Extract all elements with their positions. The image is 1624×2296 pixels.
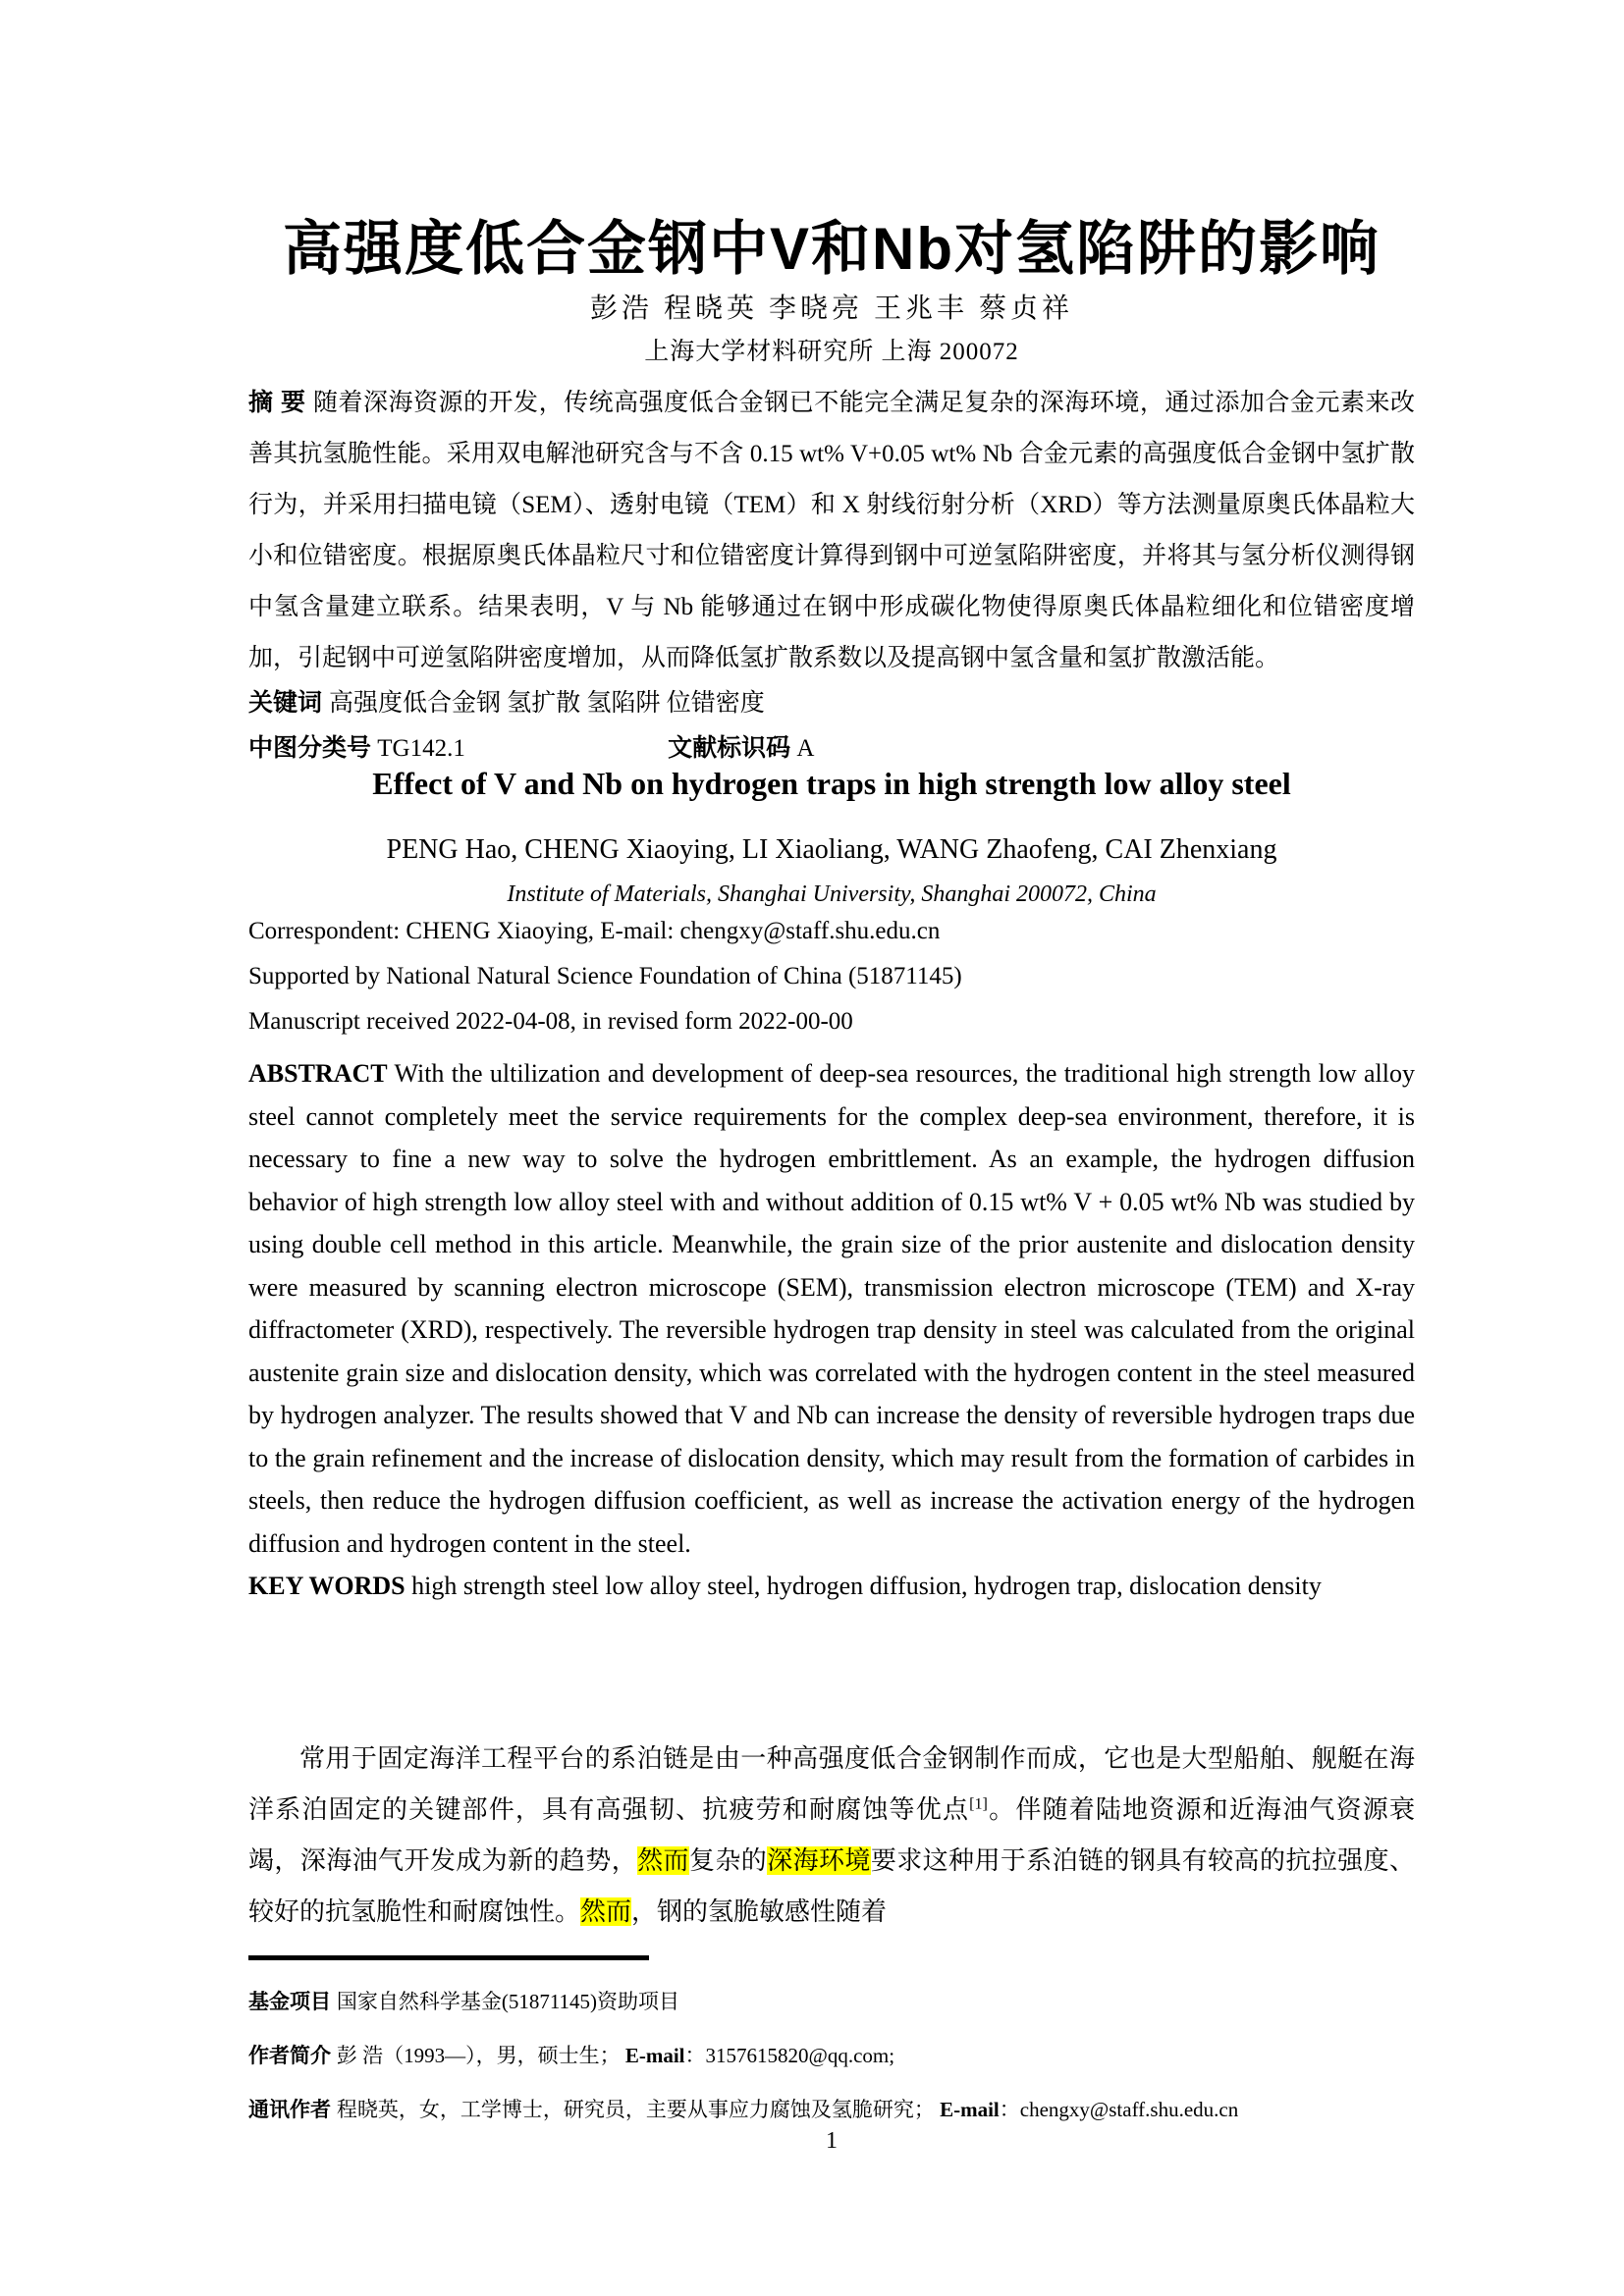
footnote-corresponding-line: 通讯作者 程晓英，女，工学博士，研究员，主要从事应力腐蚀及氢脆研究； E-mail：chengxy@staff.shu.edu.cn (248, 2098, 1239, 2121)
doc-code-label: 文献标识码 (668, 734, 791, 762)
paper-title-cn: 高强度低合金钢中V和Nb对氢陷阱的影响 (283, 216, 1380, 282)
abstract-cn: 摘 要 随着深海资源的开发，传统高强度低合金钢已不能完全满足复杂的深海环境，通过添加合金元素来改善其抗氢脆性能。采用双电解池研究含与不含 0.15 wt% V+0.05 wt% Nb 合金元素的高强度低合金钢中氢扩散行为，并采用扫描电镜（SEM）、透射电镜（TEM）和 X 射线衍射分析（XRD）等方法测量原奥氏体晶粒大小和位错密度。根据原奥氏体晶粒尺寸和位错密度计算得到钢中可逆氢陷阱密度，并将其与氢分析仪测得钢中氢含量建立联系。结果表明，V 与 Nb 能够通过在钢中形成碳化物使得原奥氏体晶粒细化和位错密度增加，引起钢中可逆氢陷阱密度增加，从而降低氢扩散系数以及提高钢中氢含量和氢扩散激活能。 (248, 389, 1415, 671)
meta-lines (248, 909, 1415, 1044)
footnote-separator (248, 1955, 649, 1960)
authors-cn: 彭浩 程晓英 李晓亮 王兆丰 蔡贞祥 (589, 294, 1073, 324)
affiliation-en: Institute of Materials, Shanghai University, Shanghai 200072, China (507, 881, 1157, 907)
footnote-fund-line: 基金项目 国家自然科学基金(51871145)资助项目 (248, 1990, 680, 2013)
correspondent-line: Correspondent: CHENG Xiaoying, E-mail: chengxy@staff.shu.edu.cn (248, 918, 941, 944)
footnote-author-line: 作者简介 彭 浩（1993—），男，硕士生； E-mail：3157615820@qq.com; (248, 2044, 895, 2067)
affiliation-cn: 上海大学材料研究所 上海 200072 (644, 339, 1019, 365)
abstract-en: ABSTRACT With the ultilization and development of deep-sea resources, the traditional high strength low alloy steel cannot completely meet the service requirements for the complex deep-sea environment, therefore, it is necessary to fine a new way to solve the hydrogen embrittlement. As an example, the hydrogen diffusion behavior of high strength low alloy steel with and without addition of 0.15 wt% V + 0.05 wt% Nb was studied by using double cell method in this article. Meanwhile, the grain size of the prior austenite and dislocation density were measured by scanning electron microscope (SEM), transmission electron microscope (TEM) and X-ray diffractometer (XRD), respectively. The reversible hydrogen trap density in steel was calculated from the original austenite grain size and dislocation density, which was correlated with the hydrogen content in the steel measured by hydrogen analyzer. The results showed that V and Nb can increase the density of reversible hydrogen traps due to the grain refinement and the increase of dislocation density, which may result from the formation of carbides in steels, then reduce the hydrogen diffusion coefficient, as well as increase the activation energy of the hydrogen diffusion and hydrogen content in the steel. (248, 1059, 1415, 1558)
keywords-en: KEY WORDS high strength steel low alloy steel, hydrogen diffusion, hydrogen trap, dislocation density (248, 1572, 1322, 1600)
keywords-cn: 关键词 高强度低合金钢 氢扩散 氢陷阱 位错密度 (248, 689, 765, 717)
manuscript-line: Manuscript received 2022-04-08, in revised form 2022-00-00 (248, 1008, 853, 1035)
authors-en: PENG Hao, CHENG Xiaoying, LI Xiaoliang, WANG Zhaofeng, CAI Zhenxiang (386, 834, 1277, 865)
supported-line: Supported by National Natural Science Foundation of China (51871145) (248, 963, 962, 989)
page-number: 1 (826, 2128, 838, 2154)
abstract-en-section (248, 1052, 1415, 1608)
classification-line (248, 728, 1415, 769)
intro-paragraph: 常用于固定海洋工程平台的系泊链是由一种高强度低合金钢制作而成，它也是大型船舶、舰艇在海洋系泊固定的关键部件，具有高强韧、抗疲劳和耐腐蚀等优点[1]。伴随着陆地资源和近海油气资源衰竭，深海油气开发成为新的趋势，然而复杂的深海环境要求这种用于系泊链的钢具有较高的抗拉强度、较好的抗氢脆性和耐腐蚀性。然而，钢的氢脆敏感性随着 (248, 1744, 1415, 1926)
paper-title-en: Effect of V and Nb on hydrogen traps in high strength low alloy steel (372, 766, 1291, 801)
footnotes (248, 1975, 1415, 2137)
clc-label: 中图分类号 (248, 734, 372, 762)
doc-code-value: A (796, 735, 815, 762)
clc-value: TG142.1 (377, 735, 465, 762)
